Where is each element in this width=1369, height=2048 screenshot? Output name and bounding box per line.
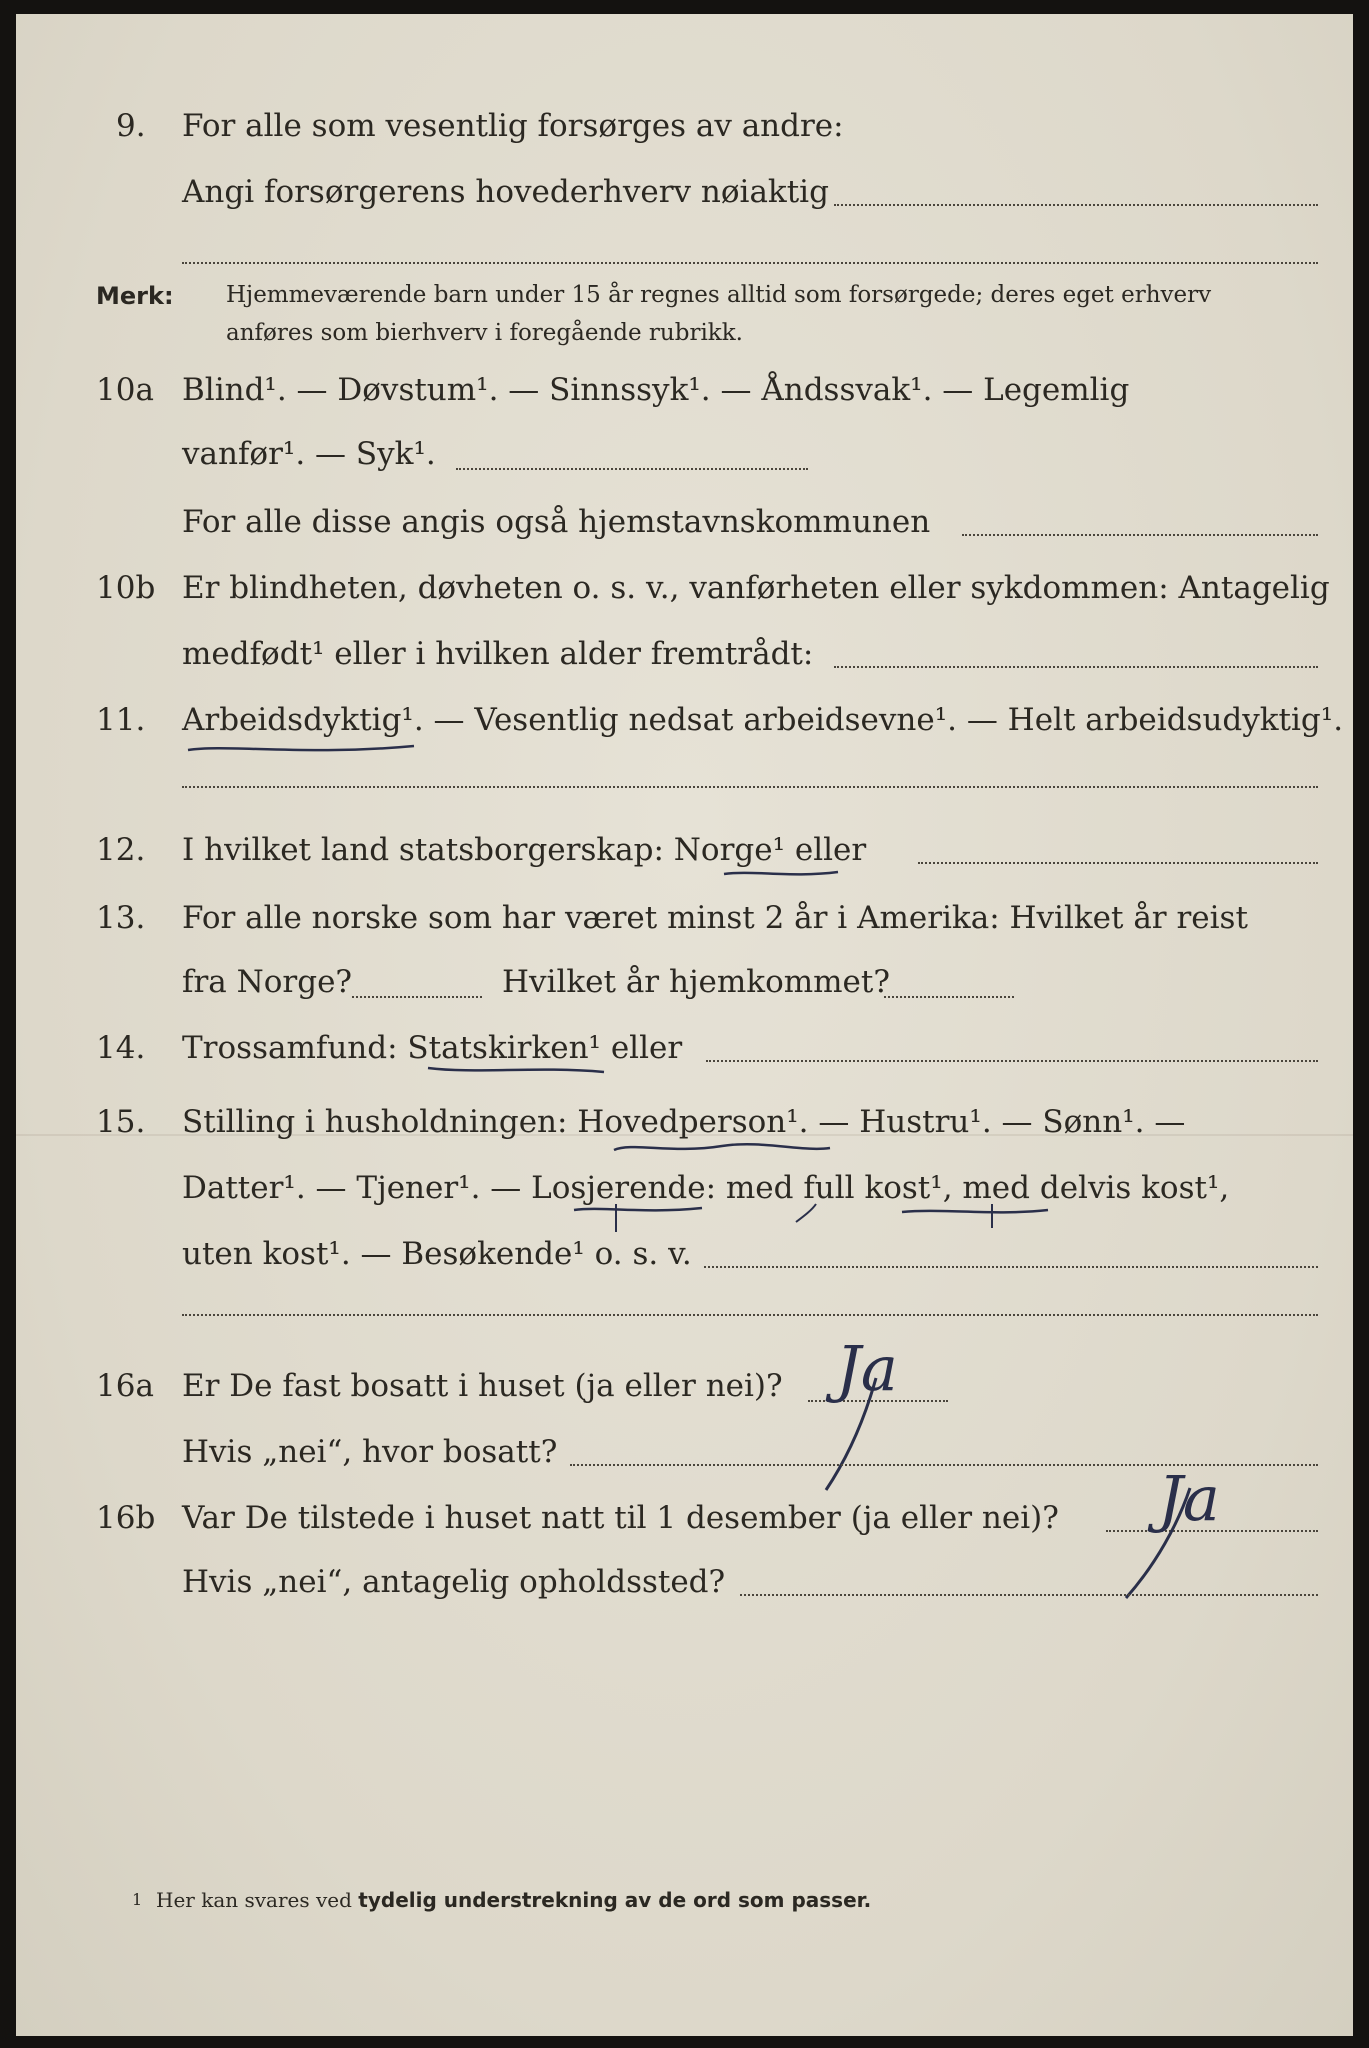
footnote-text-a: Her kan svares ved [156, 1888, 359, 1912]
q11-number: 11. [96, 702, 146, 738]
q15-number: 15. [96, 1104, 146, 1140]
q15-line2: Datter¹. — Tjener¹. — Losjerende: med full kost¹, med delvis kost¹, [182, 1170, 1230, 1206]
q16a-line2: Hvis „nei“, hvor bosatt? [182, 1434, 558, 1470]
q13-line1: For alle norske som har været minst 2 år i Amerika: Hvilket år reist [182, 900, 1248, 936]
q13-line2a: fra Norge? [182, 964, 353, 1000]
q16a-answer-stroke [820, 1374, 880, 1494]
q10a-line1: Blind¹. — Døvstum¹. — Sinnssyk¹. — Åndssvak¹. — Legemlig [182, 372, 1130, 408]
q10b-number: 10b [96, 570, 156, 606]
q10a-syk-field[interactable] [456, 468, 808, 470]
q16a-number: 16a [96, 1368, 154, 1404]
footnote-mark: 1 [132, 1890, 143, 1909]
q9-number: 9. [116, 108, 146, 144]
q11-extra-field[interactable] [182, 786, 1318, 788]
q16b-answer-stroke [1116, 1484, 1196, 1604]
q15-answer-field[interactable] [704, 1266, 1318, 1268]
q12-number: 12. [96, 832, 146, 868]
q10b-line1: Er blindheten, døvheten o. s. v., vanførheten eller sykdommen: Antagelig [182, 570, 1330, 606]
footnote [156, 1888, 871, 1912]
q10b-line2: medfødt¹ eller i hvilken alder fremtrådt: [182, 636, 814, 672]
footnote-text-b: tydelig understrekning av de ord som passer. [358, 1888, 872, 1912]
q16b-answer: Ja [1158, 1462, 1220, 1535]
q14-number: 14. [96, 1030, 146, 1066]
q11-underline-mark [186, 734, 416, 758]
q10b-answer-field[interactable] [834, 666, 1318, 668]
q14-line1: Trossamfund: Statskirken¹ eller [182, 1030, 683, 1066]
merk-label: Merk: [96, 282, 174, 310]
q15-extra-field[interactable] [182, 1314, 1318, 1316]
q14-underline-mark [426, 1062, 606, 1082]
q14-answer-field[interactable] [706, 1060, 1318, 1062]
q15-line3: uten kost¹. — Besøkende¹ o. s. v. [182, 1236, 692, 1272]
q9-answer-field[interactable] [834, 204, 1318, 206]
q16b-opholdssted-field[interactable] [740, 1594, 1318, 1596]
q16a-answer: Ja [836, 1332, 898, 1405]
q13-hjemkommet-field[interactable] [884, 996, 1014, 998]
q12-line1: I hvilket land statsborgerskap: Norge¹ eller [182, 832, 867, 868]
q13-number: 13. [96, 900, 146, 936]
merk-line2: anføres som bierhverv i foregående rubrikk. [226, 320, 743, 346]
q11-line1: Arbeidsdyktig¹. — Vesentlig nedsat arbeidsevne¹. — Helt arbeidsudyktig¹. [182, 702, 1344, 738]
q9-line2: Angi forsørgerens hovederhverv nøiaktig [182, 174, 829, 210]
q16b-line1: Var De tilstede i huset natt til 1 desember (ja eller nei)? [182, 1500, 1059, 1536]
q9-line1: For alle som vesentlig forsørges av andre: [182, 108, 844, 144]
q9-extra-field[interactable] [182, 262, 1318, 264]
q10a-line3: For alle disse angis også hjemstavnskommunen [182, 504, 931, 540]
q10a-kommune-field[interactable] [962, 534, 1318, 536]
q13-reist-field[interactable] [352, 996, 482, 998]
q16b-line2: Hvis „nei“, antagelig opholdssted? [182, 1564, 726, 1600]
q15-line1: Stilling i husholdningen: Hovedperson¹. — Hustru¹. — Sønn¹. — [182, 1104, 1186, 1140]
q15-underline-mark [612, 1136, 832, 1158]
q10a-number: 10a [96, 372, 154, 408]
q16a-line1: Er De fast bosatt i huset (ja eller nei)? [182, 1368, 783, 1404]
q12-answer-field[interactable] [918, 862, 1318, 864]
q10a-line2: vanfør¹. — Syk¹. [182, 436, 436, 472]
q16b-number: 16b [96, 1500, 156, 1536]
q13-line2b: Hvilket år hjemkommet? [502, 964, 890, 1000]
q12-underline-mark [722, 866, 842, 882]
census-form-page [16, 14, 1353, 2036]
merk-line1: Hjemmeværende barn under 15 år regnes alltid som forsørgede; deres eget erhverv [226, 282, 1212, 308]
